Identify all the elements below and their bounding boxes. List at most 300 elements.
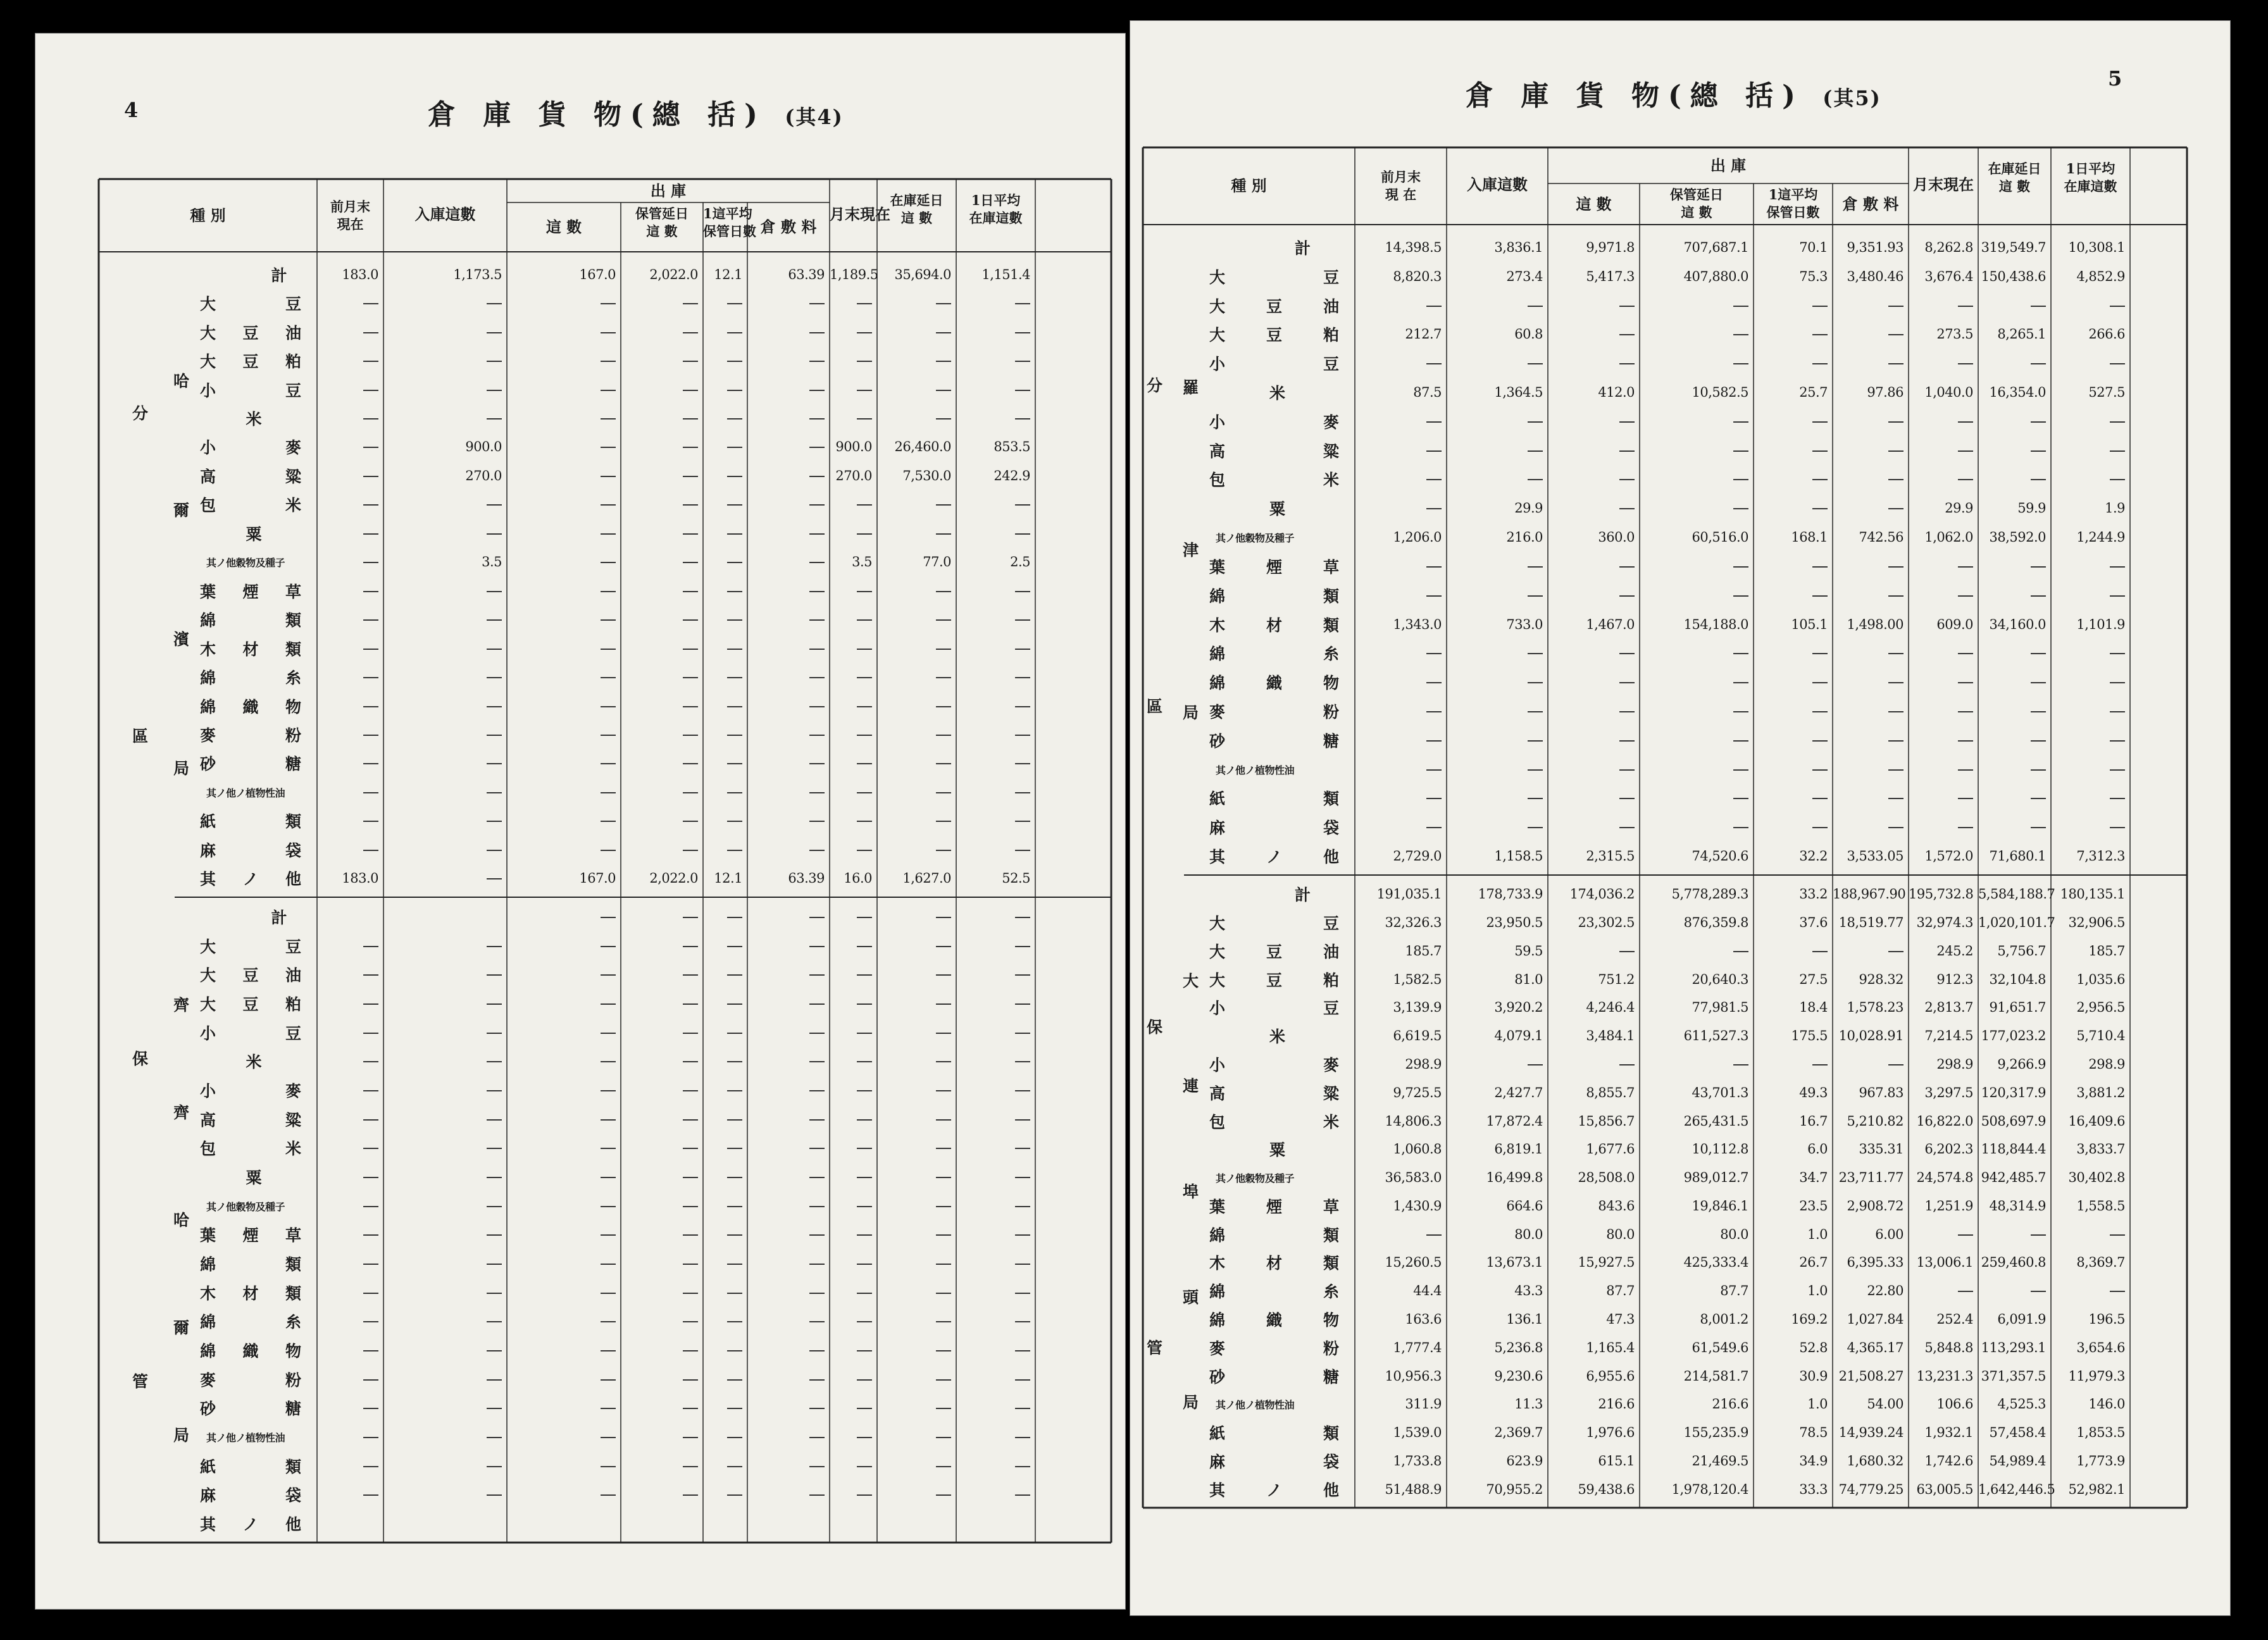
row-label-char: 豆 <box>1323 355 1340 374</box>
empty-dash <box>857 1061 872 1062</box>
row-label-char: 綿 <box>200 611 216 630</box>
empty-dash <box>857 735 872 736</box>
section-label-char: 津 <box>1183 541 1199 559</box>
empty-dash <box>1426 711 1442 712</box>
row-label <box>200 295 304 314</box>
table-cell: 216.6 <box>1712 1396 1748 1412</box>
row-label-char: 麻 <box>200 841 216 860</box>
empty-dash <box>727 418 742 419</box>
row-label-char: 織 <box>242 697 259 716</box>
row-label: 計 <box>271 908 287 927</box>
empty-dash <box>936 1119 951 1121</box>
table-cell: 967.83 <box>1859 1084 1904 1100</box>
row-label-char: 織 <box>1266 1310 1283 1329</box>
empty-dash <box>363 332 378 333</box>
empty-dash <box>2110 306 2125 307</box>
row-label <box>1209 999 1342 1018</box>
empty-dash <box>683 1148 698 1149</box>
section-label-char: 爾 <box>173 501 190 519</box>
empty-dash <box>1812 479 1828 480</box>
empty-dash <box>601 1321 616 1322</box>
empty-dash <box>601 974 616 976</box>
empty-dash <box>1812 653 1828 654</box>
empty-dash <box>683 476 698 477</box>
table-cell: 265,431.5 <box>1683 1113 1748 1129</box>
empty-dash <box>857 1264 872 1265</box>
row-label-char: 類 <box>1323 790 1340 809</box>
empty-dash <box>487 1466 502 1467</box>
row-label-char: 類 <box>1323 1226 1340 1245</box>
row-label-char: 草 <box>285 1226 302 1245</box>
empty-dash <box>809 418 825 419</box>
table-cell: 57,458.4 <box>1989 1425 2046 1441</box>
empty-dash <box>857 1466 872 1467</box>
empty-dash <box>857 1119 872 1121</box>
header-received: 入庫這數 <box>414 204 476 223</box>
empty-dash <box>1619 595 1635 597</box>
empty-dash <box>727 677 742 678</box>
table-cell: 32,104.8 <box>1989 971 2046 987</box>
empty-dash <box>363 792 378 793</box>
empty-dash <box>2110 682 2125 683</box>
row-label-char: 豆 <box>1266 297 1283 316</box>
empty-dash <box>363 303 378 304</box>
empty-dash <box>1812 682 1828 683</box>
table-cell: 38,592.0 <box>1989 530 2046 545</box>
table-cell: 71,680.1 <box>1989 848 2046 864</box>
empty-dash <box>857 1003 872 1005</box>
row-label <box>200 1400 304 1419</box>
empty-dash <box>1888 682 1904 683</box>
empty-dash <box>857 1437 872 1438</box>
row-label <box>1209 1084 1342 1103</box>
empty-dash <box>1958 769 1973 771</box>
empty-dash <box>601 1264 616 1265</box>
empty-dash <box>727 763 742 764</box>
table-cell: 609.0 <box>1936 616 1973 632</box>
group-label: 區 <box>1147 697 1163 716</box>
empty-dash <box>809 1379 825 1381</box>
row-label-char: 袋 <box>285 1486 302 1505</box>
row-label-char: 糸 <box>1323 1283 1340 1301</box>
row-label-char: 草 <box>285 582 302 601</box>
table-cell: 1,101.9 <box>2076 616 2125 632</box>
empty-dash <box>1015 1494 1030 1496</box>
empty-dash <box>809 1177 825 1178</box>
empty-dash <box>683 1350 698 1351</box>
empty-dash <box>487 619 502 621</box>
table-cell: 1,467.0 <box>1586 616 1635 632</box>
table-cell: 1,158.5 <box>1494 848 1543 864</box>
empty-dash <box>936 390 951 391</box>
empty-dash <box>2031 1291 2046 1292</box>
table-cell: 9,230.6 <box>1494 1368 1543 1384</box>
header-out-storage-days: 保管延日 這 數 <box>635 206 688 239</box>
empty-dash <box>809 303 825 304</box>
empty-dash <box>727 1090 742 1091</box>
row-label-char: 小 <box>1209 355 1226 374</box>
row-label-char: 類 <box>1323 1424 1340 1443</box>
empty-dash <box>487 361 502 362</box>
row-label-char: 材 <box>242 1284 259 1303</box>
table-cell: 80.0 <box>1514 1226 1543 1242</box>
empty-dash <box>727 504 742 506</box>
table-cell: 2,315.5 <box>1586 848 1635 864</box>
empty-dash <box>601 821 616 822</box>
empty-dash <box>936 917 951 918</box>
row-label <box>1209 1113 1342 1132</box>
empty-dash <box>487 1148 502 1149</box>
empty-dash <box>601 1408 616 1409</box>
table-cell: 146.0 <box>2088 1396 2125 1412</box>
table-cell: 1,060.8 <box>1393 1141 1442 1157</box>
table-cell: 1,343.0 <box>1393 616 1442 632</box>
table-cell: 80.0 <box>1720 1226 1748 1242</box>
empty-dash <box>857 1234 872 1236</box>
table-cell: 3,533.05 <box>1847 848 1904 864</box>
table-cell: 4,079.1 <box>1494 1028 1543 1044</box>
table-cell: 14,939.24 <box>1838 1425 1904 1441</box>
empty-dash <box>809 390 825 391</box>
group-label: 保 <box>132 1050 149 1068</box>
header-out-avg-days: 1這平均 保管日數 <box>1766 187 1820 220</box>
table-cell: 9,971.8 <box>1586 239 1635 255</box>
row-label <box>1209 355 1342 374</box>
row-label-char: 綿 <box>200 1313 216 1332</box>
empty-dash <box>857 1090 872 1091</box>
empty-dash <box>809 1234 825 1236</box>
empty-dash <box>1958 306 1973 307</box>
empty-dash <box>1733 363 1748 364</box>
table-cell: 183.0 <box>342 266 378 282</box>
table-cell: 20,640.3 <box>1692 971 1748 987</box>
table-cell: 5,756.7 <box>1997 943 2046 959</box>
table-cell: 1,978,120.4 <box>1671 1481 1748 1497</box>
empty-dash <box>809 946 825 947</box>
empty-dash <box>727 1177 742 1178</box>
row-label-char: 他 <box>1323 1481 1340 1500</box>
row-label-char: 大 <box>200 323 216 342</box>
table-cell: 10,956.3 <box>1385 1368 1442 1384</box>
row-label <box>1209 1368 1342 1387</box>
row-label-char: 砂 <box>1209 731 1226 750</box>
empty-dash <box>487 649 502 650</box>
empty-dash <box>809 1350 825 1351</box>
empty-dash <box>601 1177 616 1178</box>
table-cell: 928.32 <box>1859 971 1904 987</box>
row-label-char: 綿 <box>200 1342 216 1361</box>
empty-dash <box>363 677 378 678</box>
empty-dash <box>1015 649 1030 650</box>
empty-dash <box>936 1148 951 1149</box>
table-cell: 900.0 <box>835 439 872 455</box>
table-cell: 742.56 <box>1859 530 1904 545</box>
table-cell: 23,950.5 <box>1486 915 1543 931</box>
row-label-char: 紙 <box>1209 790 1226 809</box>
row-label-char: 小 <box>200 438 216 457</box>
row-label-char: 類 <box>1323 1254 1340 1273</box>
row-label-char: ノ <box>242 1515 259 1534</box>
table-cell: 18.4 <box>1799 1000 1828 1016</box>
empty-dash <box>857 850 872 851</box>
row-label-char: 豆 <box>1323 914 1340 933</box>
table-cell: 6,619.5 <box>1393 1028 1442 1044</box>
empty-dash <box>809 476 825 477</box>
empty-dash <box>601 390 616 391</box>
empty-dash <box>809 917 825 918</box>
empty-dash <box>1733 450 1748 452</box>
empty-dash <box>936 1437 951 1438</box>
table-cell: 60.8 <box>1514 326 1543 342</box>
empty-dash <box>727 850 742 851</box>
section-label-char: 局 <box>173 759 190 778</box>
header-out-group: 出 庫 <box>650 181 687 200</box>
group-label: 分 <box>132 404 149 423</box>
empty-dash <box>363 1206 378 1207</box>
empty-dash <box>363 1293 378 1294</box>
table-cell: 6,091.9 <box>1997 1311 2046 1327</box>
row-label <box>200 870 304 889</box>
empty-dash <box>1619 653 1635 654</box>
empty-dash <box>857 619 872 621</box>
table-cell: 4,246.4 <box>1586 1000 1635 1016</box>
empty-dash <box>1015 1119 1030 1121</box>
section-label-char: 齊 <box>173 996 190 1014</box>
row-label-char: 豆 <box>285 381 302 400</box>
row-label-char: 糖 <box>285 755 302 774</box>
table-cell: 1,539.0 <box>1393 1425 1442 1441</box>
table-cell: 1,742.6 <box>1924 1453 1973 1469</box>
empty-dash <box>487 1234 502 1236</box>
row-label <box>200 1226 304 1245</box>
empty-dash <box>857 1148 872 1149</box>
empty-dash <box>683 1177 698 1178</box>
empty-dash <box>683 677 698 678</box>
empty-dash <box>936 1408 951 1409</box>
empty-dash <box>936 591 951 592</box>
empty-dash <box>727 1148 742 1149</box>
empty-dash <box>2031 798 2046 799</box>
empty-dash <box>1015 735 1030 736</box>
empty-dash <box>683 390 698 391</box>
row-label-char: 葉 <box>1209 1197 1226 1216</box>
empty-dash <box>857 1408 872 1409</box>
table-cell: 77,981.5 <box>1692 1000 1748 1016</box>
table-cell: 23,302.5 <box>1578 915 1635 931</box>
empty-dash <box>1812 566 1828 568</box>
empty-dash <box>1619 566 1635 568</box>
table-cell: 298.9 <box>1405 1057 1442 1072</box>
row-label-char: 大 <box>1209 326 1226 345</box>
table-cell: 1,642,446.5 <box>1978 1481 2055 1497</box>
empty-dash <box>363 1321 378 1322</box>
empty-dash <box>936 619 951 621</box>
table-cell: 1,582.5 <box>1393 971 1442 987</box>
table-cell: 177,023.2 <box>1981 1028 2046 1044</box>
table-cell: 185.7 <box>1405 943 1442 959</box>
empty-dash <box>363 1466 378 1467</box>
empty-dash <box>936 792 951 793</box>
empty-dash <box>1888 769 1904 771</box>
table-cell: 33.3 <box>1799 1481 1828 1497</box>
row-label-char: 其 <box>200 1515 216 1534</box>
row-label-char: 煙 <box>242 1226 259 1245</box>
empty-dash <box>936 1264 951 1265</box>
empty-dash <box>2031 363 2046 364</box>
empty-dash <box>2110 653 2125 654</box>
empty-dash <box>601 677 616 678</box>
table-cell: 169.2 <box>1791 1311 1828 1327</box>
row-label-char: 煙 <box>1266 1197 1283 1216</box>
empty-dash <box>857 763 872 764</box>
empty-dash <box>1426 479 1442 480</box>
empty-dash <box>1619 1064 1635 1065</box>
table-cell: 54.00 <box>1867 1396 1904 1412</box>
empty-dash <box>1426 740 1442 742</box>
row-label: 計 <box>1295 886 1311 905</box>
empty-dash <box>809 1061 825 1062</box>
empty-dash <box>936 1206 951 1207</box>
table-cell: 195,732.8 <box>1909 886 1974 902</box>
empty-dash <box>601 1148 616 1149</box>
empty-dash <box>727 917 742 918</box>
section-label-char: 局 <box>1183 1393 1199 1412</box>
row-label <box>200 755 304 774</box>
empty-dash <box>683 1119 698 1121</box>
empty-dash <box>1528 827 1543 828</box>
table-cell: 266.6 <box>2088 326 2125 342</box>
empty-dash <box>1528 479 1543 480</box>
empty-dash <box>727 1466 742 1467</box>
empty-dash <box>1015 821 1030 822</box>
empty-dash <box>936 1321 951 1322</box>
row-label <box>1209 268 1342 287</box>
table-cell: 13,673.1 <box>1486 1255 1543 1270</box>
table-cell: 707,687.1 <box>1683 239 1748 255</box>
empty-dash <box>727 792 742 793</box>
table-cell: 2,956.5 <box>2076 1000 2125 1016</box>
empty-dash <box>809 763 825 764</box>
section-label-char: 連 <box>1183 1077 1199 1096</box>
table-cell: 1,040.0 <box>1924 385 1973 400</box>
empty-dash <box>487 1033 502 1034</box>
table-cell: 52.8 <box>1799 1339 1828 1355</box>
row-label <box>1209 297 1342 316</box>
empty-dash <box>1812 421 1828 423</box>
empty-dash <box>487 974 502 976</box>
empty-dash <box>1015 1293 1030 1294</box>
row-label <box>1209 914 1342 933</box>
empty-dash <box>601 1206 616 1207</box>
table-cell: 28,508.0 <box>1578 1170 1635 1186</box>
empty-dash <box>487 1119 502 1121</box>
empty-dash <box>727 332 742 333</box>
row-label-char: 材 <box>242 640 259 659</box>
empty-dash <box>1958 653 1973 654</box>
row-label-char: 包 <box>200 496 216 515</box>
table-cell: 5,210.82 <box>1847 1113 1904 1129</box>
table-cell: 5,778,289.3 <box>1671 886 1748 902</box>
row-label-char: 豆 <box>1266 942 1283 961</box>
row-label-char: 豆 <box>242 323 259 342</box>
table-cell: 1,853.5 <box>2076 1425 2125 1441</box>
table-cell: 214,581.7 <box>1683 1368 1748 1384</box>
table-cell: 412.0 <box>1598 385 1635 400</box>
title-subtitle: (其4) <box>785 105 844 129</box>
empty-dash <box>601 1350 616 1351</box>
row-label-char: 麥 <box>200 1370 216 1389</box>
header-out-avg-days: 1這平均 保管日數 <box>703 206 756 239</box>
row-label <box>1209 732 1342 751</box>
table-cell: 615.1 <box>1598 1453 1635 1469</box>
row-label-char: 大 <box>1209 942 1226 961</box>
table-cell: 106.6 <box>1936 1396 1973 1412</box>
empty-dash <box>363 735 378 736</box>
empty-dash <box>487 1494 502 1496</box>
section-label-char: 頭 <box>1183 1288 1199 1307</box>
empty-dash <box>1528 595 1543 597</box>
table-cell: 9,351.93 <box>1847 239 1904 255</box>
row-label <box>200 1515 304 1534</box>
header-daily-avg: 1日平均 在庫這數 <box>2064 161 2117 194</box>
row-label <box>200 698 304 717</box>
table-cell: 1,151.4 <box>981 266 1030 282</box>
empty-dash <box>601 476 616 477</box>
row-label-char: 糸 <box>1323 645 1340 664</box>
empty-dash <box>1015 792 1030 793</box>
table-cell: 52.5 <box>1002 871 1030 886</box>
table-cell: 1,733.8 <box>1393 1453 1442 1469</box>
row-label-char: 豆 <box>242 966 259 985</box>
empty-dash <box>2110 595 2125 597</box>
empty-dash <box>1958 595 1973 597</box>
empty-dash <box>683 1494 698 1496</box>
table-cell: 16.7 <box>1799 1113 1828 1129</box>
row-label-char: 砂 <box>200 755 216 774</box>
row-label-char: 粉 <box>285 726 302 745</box>
row-label-char: 米 <box>285 1140 302 1159</box>
empty-dash <box>857 1494 872 1496</box>
empty-dash <box>936 332 951 333</box>
row-label-char: 織 <box>1266 674 1283 693</box>
empty-dash <box>683 974 698 976</box>
table-cell: 242.9 <box>994 468 1030 483</box>
empty-dash <box>727 1408 742 1409</box>
section-label-char: 哈 <box>173 1211 190 1229</box>
table-cell: 13,006.1 <box>1916 1255 1973 1270</box>
row-label-char: 麻 <box>1209 1452 1226 1471</box>
row-label-char: 大 <box>200 295 216 314</box>
empty-dash <box>936 1293 951 1294</box>
table-cell: 21,508.27 <box>1838 1368 1904 1384</box>
empty-dash <box>857 504 872 506</box>
empty-dash <box>1733 951 1748 952</box>
row-label-char: 粱 <box>285 467 302 486</box>
empty-dash <box>601 946 616 947</box>
section-label-char: 哈 <box>173 372 190 390</box>
table-cell: 175.5 <box>1791 1028 1828 1044</box>
table-cell: 1.9 <box>2105 500 2125 516</box>
table-cell: 25.7 <box>1799 385 1828 400</box>
empty-dash <box>1958 450 1973 452</box>
empty-dash <box>683 821 698 822</box>
empty-dash <box>363 1350 378 1351</box>
empty-dash <box>809 562 825 563</box>
empty-dash <box>487 418 502 419</box>
empty-dash <box>727 533 742 535</box>
table-cell: 48,314.9 <box>1989 1198 2046 1214</box>
empty-dash <box>1426 827 1442 828</box>
